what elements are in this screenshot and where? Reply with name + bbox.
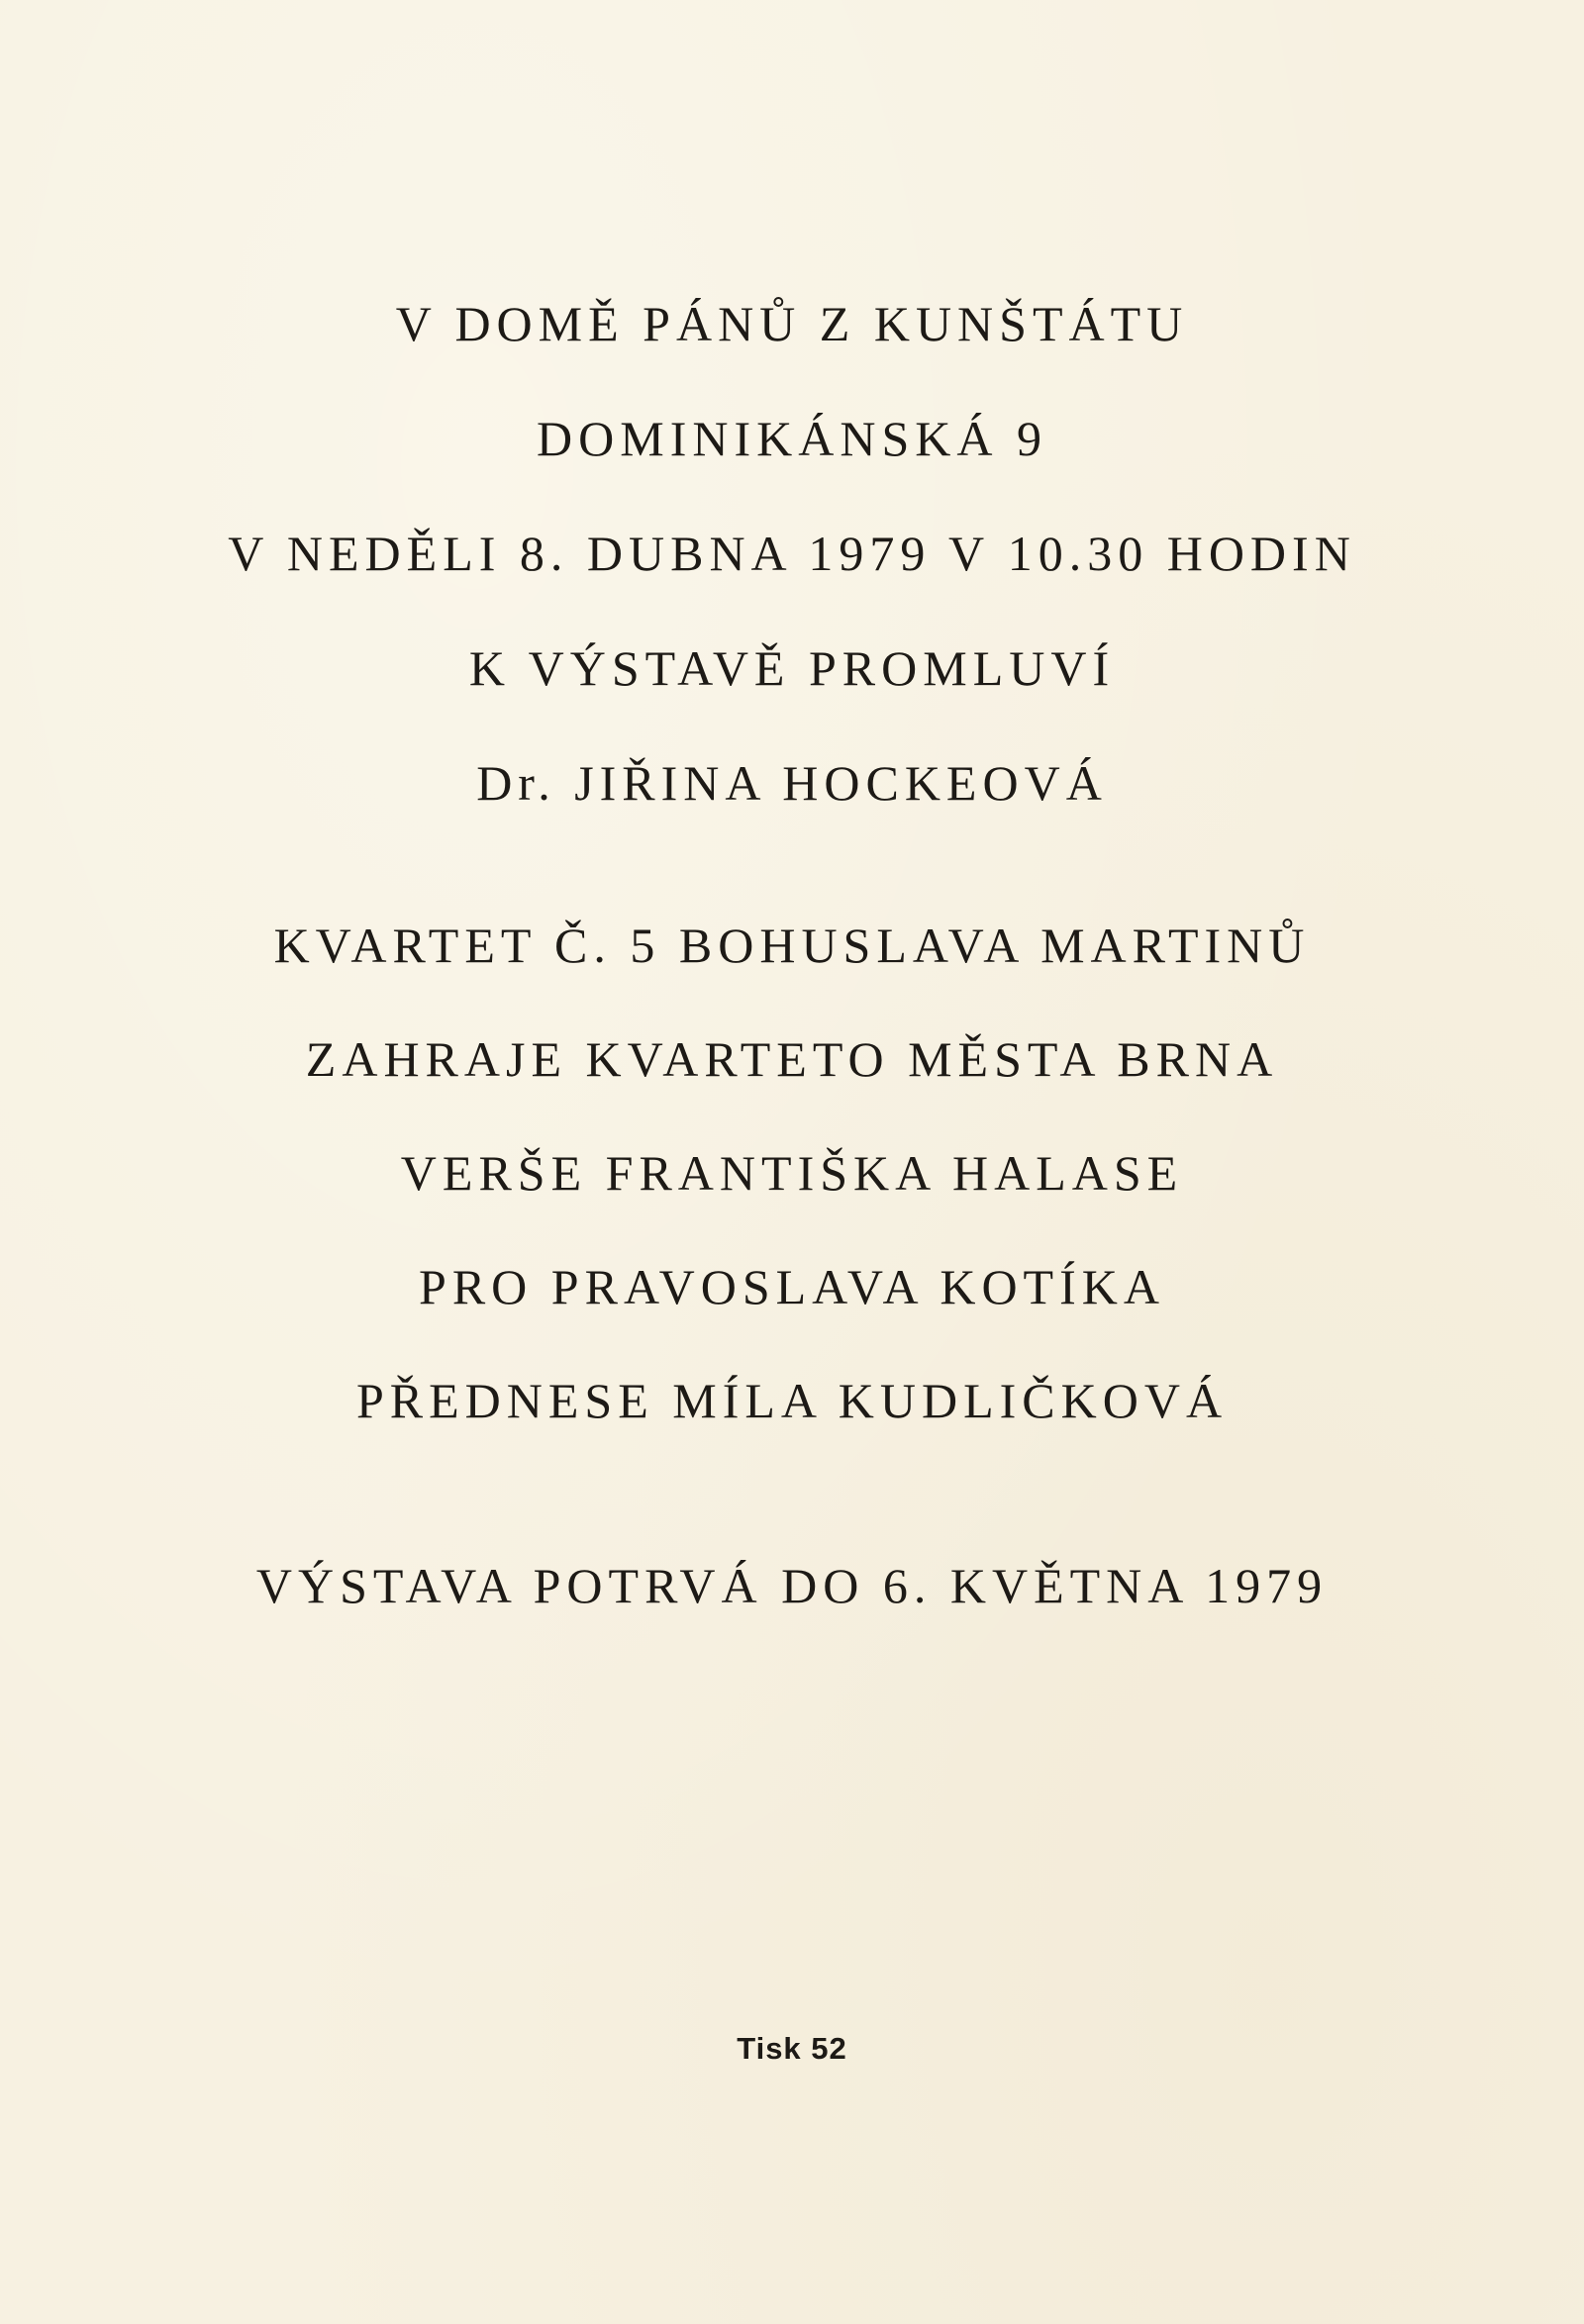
print-mark: Tisk 52 [737,2031,847,2066]
dedication-line: PRO PRAVOSLAVA KOTÍKA [419,1259,1165,1314]
speaker-name-line: Dr. JIŘINA HOCKEOVÁ [476,755,1108,811]
date-time-line: V NEDĚLI 8. DUBNA 1979 V 10.30 HODIN [228,526,1356,581]
performers-line: ZAHRAJE KVARTETO MĚSTA BRNA [305,1031,1279,1087]
exhibition-duration-line: VÝSTAVA POTRVÁ DO 6. KVĚTNA 1979 [255,1558,1329,1613]
reciter-line: PŘEDNESE MÍLA KUDLIČKOVÁ [355,1373,1229,1428]
address-line: DOMINIKÁNSKÁ 9 [537,411,1047,466]
verses-line: VERŠE FRANTIŠKA HALASE [400,1145,1184,1201]
duration-block [0,1558,1584,1613]
quartet-line: KVARTET Č. 5 BOHUSLAVA MARTINŮ [273,918,1311,973]
venue-line: V DOMĚ PÁNŮ Z KUNŠTÁTU [395,296,1189,351]
venue-block [0,296,1584,873]
program-block [0,920,1584,1490]
speaker-intro-line: K VÝSTAVĚ PROMLUVÍ [468,640,1116,696]
